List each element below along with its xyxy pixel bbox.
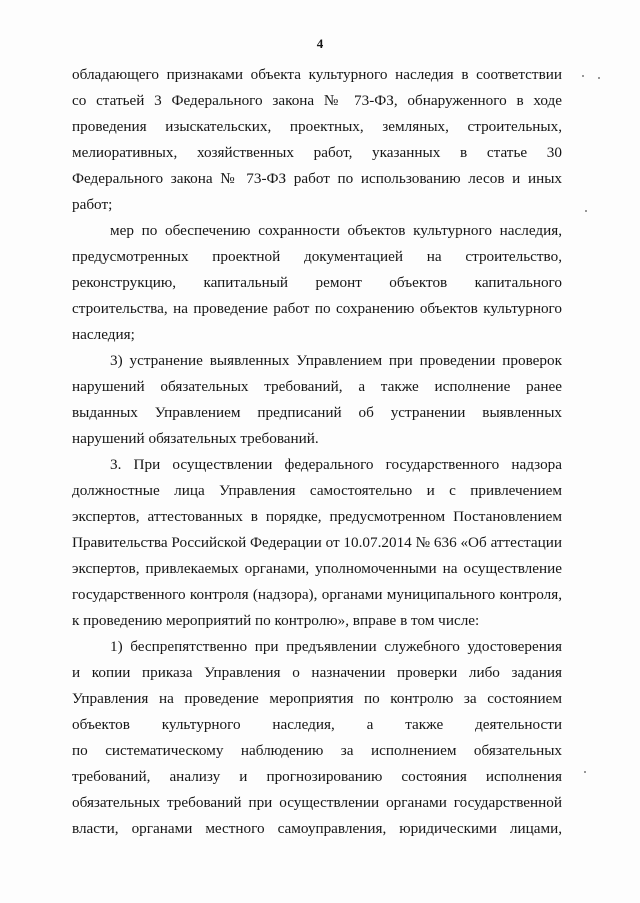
text-line: 3) устранение выявленных Управлением при проведении проверок (110, 352, 562, 369)
scan-speck (584, 771, 586, 773)
scan-speck (582, 75, 584, 77)
text-line: экспертов, привлекаемых органами, уполномоченными на осуществление (72, 560, 562, 577)
text-line: строительства, на проведение работ по сохранению объектов культурного (72, 300, 562, 317)
text-line: обладающего признаками объекта культурного наследия в соответствии (72, 66, 562, 83)
text-line: обязательных требований при осуществлении органами государственной (72, 794, 562, 811)
text-line: работ; (72, 196, 113, 213)
text-line: 1) беспрепятственно при предъявлении служебного удостоверения (110, 638, 562, 655)
text-line: 3. При осуществлении федерального государственного надзора (110, 456, 562, 473)
text-line: к проведению мероприятий по контролю», вправе в том числе: (72, 612, 480, 629)
text-line: Управления на проведение мероприятия по контролю за состоянием (72, 690, 562, 707)
text-line: мер по обеспечению сохранности объектов культурного наследия, (110, 222, 562, 239)
text-line: власти, органами местного самоуправления, юридическими лицами, (72, 820, 562, 837)
text-line: экспертов, аттестованных в порядке, предусмотренном Постановлением (72, 508, 562, 525)
text-line: со статьей 3 Федерального закона № 73-ФЗ, обнаруженного в ходе (72, 92, 562, 109)
text-line: должностные лица Управления самостоятельно и с привлечением (72, 482, 562, 499)
text-line: мелиоративных, хозяйственных работ, указанных в статье 30 (72, 144, 562, 161)
text-line: по систематическому наблюдению за исполнением обязательных (72, 742, 562, 759)
text-line: нарушений обязательных требований. (72, 430, 319, 447)
text-line: государственного контроля (надзора), органами муниципального контроля, (72, 586, 562, 603)
text-line: объектов культурного наследия, а также деятельности (72, 716, 562, 733)
text-line: проведения изыскательских, проектных, земляных, строительных, (72, 118, 562, 135)
text-line: наследия; (72, 326, 135, 343)
text-line: предусмотренных проектной документацией на строительство, (72, 248, 562, 265)
page-number: 4 (316, 36, 324, 51)
text-line: нарушений обязательных требований, а также исполнение ранее (72, 378, 562, 395)
text-line: Федерального закона № 73-ФЗ работ по использованию лесов и иных (72, 170, 562, 187)
text-line: реконструкцию, капитальный ремонт объектов капитального (72, 274, 562, 291)
text-line: требований, анализу и прогнозированию состояния исполнения (72, 768, 562, 785)
text-line: Правительства Российской Федерации от 10.07.2014 № 636 «Об аттестации (72, 534, 562, 551)
scan-speck (598, 77, 600, 79)
text-line: выданных Управлением предписаний об устранении выявленных (72, 404, 562, 421)
text-line: и копии приказа Управления о назначении проверки либо задания (72, 664, 562, 681)
scan-speck (585, 210, 587, 212)
